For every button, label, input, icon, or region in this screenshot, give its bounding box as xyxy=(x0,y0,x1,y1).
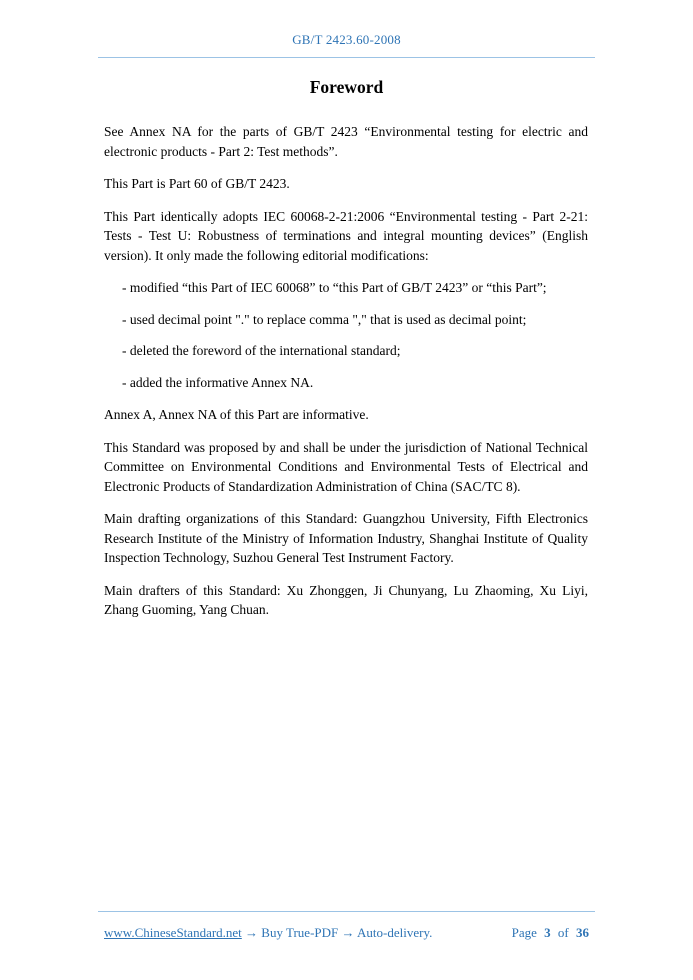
paragraph: See Annex NA for the parts of GB/T 2423 “Environmental testing for electric and electronic products - Part 2: Test methods”. xyxy=(104,124,588,159)
footer-rule xyxy=(98,911,595,912)
paragraph: Main drafters of this Standard: Xu Zhonggen, Ji Chunyang, Lu Zhaoming, Xu Liyi, Zhang Guoming, Yang Chuan. xyxy=(104,582,588,617)
header-rule xyxy=(98,57,595,58)
document-body xyxy=(98,122,595,620)
page-number: 3 xyxy=(544,925,551,940)
paragraph: This Part identically adopts IEC 60068-2-21:2006 “Environmental testing - Part 2-21: Tests - Test U: Robustness of terminations and integral mounting devices” (English version). It only made the following editorial modifications: xyxy=(104,208,588,263)
paragraph: Main drafting organizations of this Standard: Guangzhou University, Fifth Electronics Research Institute of the Ministry of Information Industry, Shanghai Institute of Quality Inspection Technology, Suzhou General Test Instrument Factory. xyxy=(104,511,588,565)
page-total: 36 xyxy=(576,925,589,940)
page-footer xyxy=(98,902,595,941)
page-title: Foreword xyxy=(309,77,384,97)
header-doc-number: GB/T 2423.60-2008 xyxy=(292,32,401,47)
modification-item: - modified “this Part of IEC 60068” to “this Part of GB/T 2423” or “this Part”; xyxy=(122,280,547,295)
paragraph: This Part is Part 60 of GB/T 2423. xyxy=(104,176,290,191)
paragraph: This Standard was proposed by and shall be under the jurisdiction of National Technical Committee on Environmental Conditions and Environmental Tests of Electrical and Electronic Products of Standardization Administration of China (SAC/TC 8). xyxy=(104,439,588,494)
of-word: of xyxy=(557,925,569,940)
modification-item: - used decimal point "." to replace comma "," that is used as decimal point; xyxy=(122,311,527,327)
footer-tagline: → Buy True-PDF → Auto-delivery. xyxy=(245,925,433,940)
footer-promo xyxy=(104,925,432,941)
page-word: Page xyxy=(511,925,537,940)
modification-item: - added the informative Annex NA. xyxy=(122,374,314,390)
paragraph: Annex A, Annex NA of this Part are informative. xyxy=(104,407,369,422)
modifications-list xyxy=(104,278,588,392)
page-indicator xyxy=(508,925,589,941)
modification-item: - deleted the foreword of the international standard; xyxy=(122,343,401,358)
footer-link[interactable]: www.ChineseStandard.net xyxy=(104,925,242,940)
